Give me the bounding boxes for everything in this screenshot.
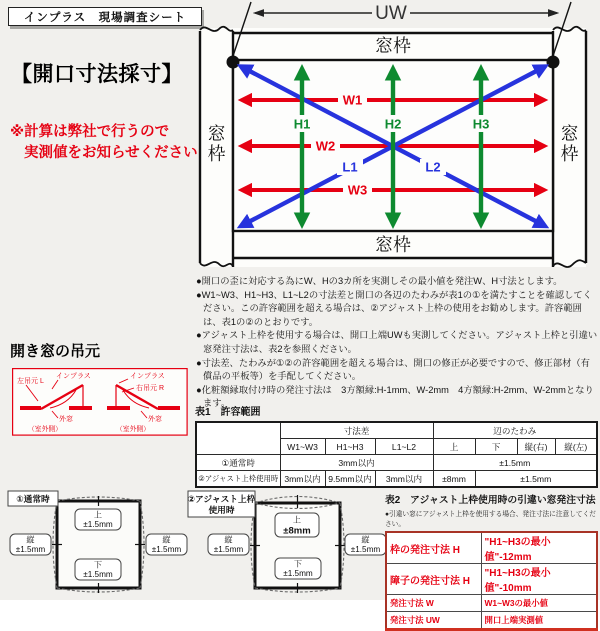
left-tolerance-value: ±1.5mm	[15, 545, 46, 554]
table1-corner-cell	[196, 422, 280, 455]
bullet-icon: ●	[196, 276, 202, 286]
table1-row-normal-dim: 3mm以内	[280, 455, 433, 471]
uw-dimension-label: UW	[375, 3, 407, 24]
table2-row	[386, 612, 597, 630]
note-line-2: 実測値をお知らせください	[24, 145, 198, 161]
h3-label: H3	[472, 116, 490, 132]
deflection-diagram-adjust	[185, 488, 391, 600]
hinge-side-diagram	[12, 368, 188, 436]
table2-row-label: 枠の発注寸法 H	[386, 532, 481, 564]
top-tolerance-value: ±1.5mm	[83, 520, 113, 529]
frame-label-top: 窓枠	[375, 36, 411, 56]
h1-label: H1	[293, 116, 311, 132]
right-hinge-label: 右吊元 R	[136, 385, 164, 392]
table2-row-label: 発注寸法 W	[386, 595, 481, 612]
l2-label: L2	[425, 159, 441, 175]
w2-label: W2	[315, 138, 336, 154]
right-hinge-product-label: インプラス	[130, 373, 165, 380]
table1-col-l: L1~L2	[375, 439, 433, 455]
top-tolerance-label: 上	[93, 510, 103, 520]
table1-col-bottom: 下	[475, 439, 517, 455]
table1-row-adjust-w: 3mm以内	[280, 471, 325, 488]
bottom-tolerance-label: 下	[293, 559, 303, 569]
table1-row-adjust-top: ±8mm	[433, 471, 475, 488]
table2-row-label: 障子の発注寸法 H	[386, 564, 481, 595]
l1-label: L1	[342, 159, 358, 175]
table1-row-normal	[196, 455, 597, 471]
tolerance-table-section	[195, 403, 599, 488]
table2-row-value: 開口上端実測値	[481, 612, 597, 630]
table1-group-defl: 辺のたわみ	[433, 422, 597, 439]
bullet-icon: ●	[196, 330, 202, 341]
table1	[195, 421, 598, 488]
bullet-icon: ●	[196, 357, 202, 368]
bottom-tolerance-value: ±1.5mm	[83, 570, 113, 579]
instruction-item: ●アジャスト上枠を使用する場合は、開口上端UWも実測してください。アジャスト上枠と引違い窓発注寸法は、表2を参照ください。	[196, 330, 598, 354]
table2-row	[386, 595, 597, 612]
table2-row-value: "H1~H3の最小値"-10mm	[481, 564, 597, 595]
frame-label-bottom: 窓枠	[375, 235, 411, 255]
left-hinge-label: 左吊元 L	[17, 378, 44, 385]
instruction-list	[196, 275, 599, 411]
table1-row-adjust-label: ②アジャスト上枠使用時	[196, 471, 280, 488]
table2	[385, 531, 598, 631]
frame-label-left-1: 窓	[207, 124, 226, 144]
table1-group-dim: 寸法差	[280, 422, 433, 439]
w1-label: W1	[342, 92, 363, 108]
order-dimension-section	[385, 492, 599, 631]
right-hinge-outer-label: 外窓	[148, 416, 162, 423]
instruction-item: ●W1~W3、H1~H3、L1~L2の寸法差と開口の各辺のたわみが表1の①を満たすことを確認してください。この許容範囲を超える場合は、②アジャスト上枠の使用をお勧めします。許容範囲は、表1の②のとおりです。	[196, 289, 592, 327]
left-hinge-side-label: （室外側）	[28, 426, 62, 433]
frame-label-right-2: 枠	[560, 144, 579, 164]
instruction-item: ●化粧額縁取付け時の発注寸法は 3方額縁:H-1mm、W-2mm 4方額縁:H-2mm、W-2mmとなります。	[196, 384, 594, 409]
note-line-1: ※計算は弊社で行うので	[10, 124, 170, 140]
top-tolerance-label: 上	[292, 515, 302, 525]
section-title: 【開口寸法採寸】	[11, 63, 183, 86]
right-hinge-side-label: （室外側）	[116, 426, 150, 433]
table1-col-vertical-right: 縦(右)	[517, 439, 555, 455]
w3-label: W3	[347, 182, 368, 198]
h2-label: H2	[384, 116, 402, 132]
adjust-title-line1: ②アジャスト上枠	[187, 494, 256, 504]
bullet-icon: ●	[196, 384, 202, 395]
table1-row-adjust-rest: ±1.5mm	[475, 471, 597, 488]
table2-title: 表2 アジャスト上枠使用時の引違い窓発注寸法	[385, 495, 596, 506]
table2-note: ●引違い窓にアジャスト上枠を使用する場合、発注寸法に注意してください。	[385, 511, 596, 528]
table1-row-adjust-l: 3mm以内	[375, 471, 433, 488]
table2-row-value: "H1~H3の最小値"-12mm	[481, 532, 597, 564]
left-hinge-product-label: インプラス	[56, 373, 91, 380]
sheet-header-box	[8, 7, 202, 26]
table1-title: 表1 許容範囲	[195, 407, 261, 418]
table1-col-w: W1~W3	[280, 439, 325, 455]
left-tolerance-label: 縦	[224, 535, 233, 545]
table2-row-label: 発注寸法 UW	[386, 612, 481, 630]
right-tolerance-value: ±1.5mm	[151, 545, 182, 554]
table1-row-adjust	[196, 471, 597, 488]
frame-label-left-2: 枠	[207, 144, 226, 164]
deflection-diagram-normal	[5, 488, 197, 600]
left-tolerance-value: ±1.5mm	[213, 545, 244, 554]
table2-row	[386, 532, 597, 564]
table1-row-adjust-h: 9.5mm以内	[325, 471, 375, 488]
frame-label-right-1: 窓	[560, 124, 579, 144]
hinge-section-title: 開き窓の吊元	[10, 343, 101, 360]
table1-col-top: 上	[433, 439, 475, 455]
table1-row-normal-defl: ±1.5mm	[433, 455, 597, 471]
table2-row-value: W1~W3の最小値	[481, 595, 597, 612]
calculation-note	[10, 122, 198, 164]
bottom-tolerance-label: 下	[93, 560, 103, 570]
sheet-title: インプラス 現場調査シート	[23, 11, 187, 24]
corner-dot-left	[227, 56, 240, 69]
top-tolerance-value: ±8mm	[283, 525, 311, 537]
corner-dot-right	[547, 56, 560, 69]
bullet-icon: ●	[196, 289, 202, 300]
right-tolerance-label: 縦	[361, 535, 370, 545]
left-tolerance-label: 縦	[26, 535, 35, 545]
normal-title: ①通常時	[16, 494, 50, 504]
instruction-item: ●寸法差、たわみが①②の許容範囲を超える場合は、開口の修正が必要ですので、修正部材（有償品の平板等）を手配してください。	[196, 357, 590, 382]
adjust-title-line2: 使用時	[208, 505, 235, 515]
right-tolerance-label: 縦	[162, 535, 171, 545]
table1-row-normal-label: ①通常時	[196, 455, 280, 471]
right-tolerance-value: ±1.5mm	[350, 545, 381, 554]
left-hinge-outer-label: 外窓	[59, 416, 73, 423]
bottom-tolerance-value: ±1.5mm	[283, 569, 313, 578]
table1-col-vertical-left: 縦(左)	[555, 439, 597, 455]
opening-measurement-diagram	[195, 0, 600, 276]
table1-col-h: H1~H3	[325, 439, 375, 455]
table1-group-header-row	[196, 422, 597, 439]
table2-row	[386, 564, 597, 595]
instruction-item: ●開口の歪に対応する為にW、Hの3カ所を実測しその最小値を発注W、H寸法とします。	[196, 276, 563, 286]
